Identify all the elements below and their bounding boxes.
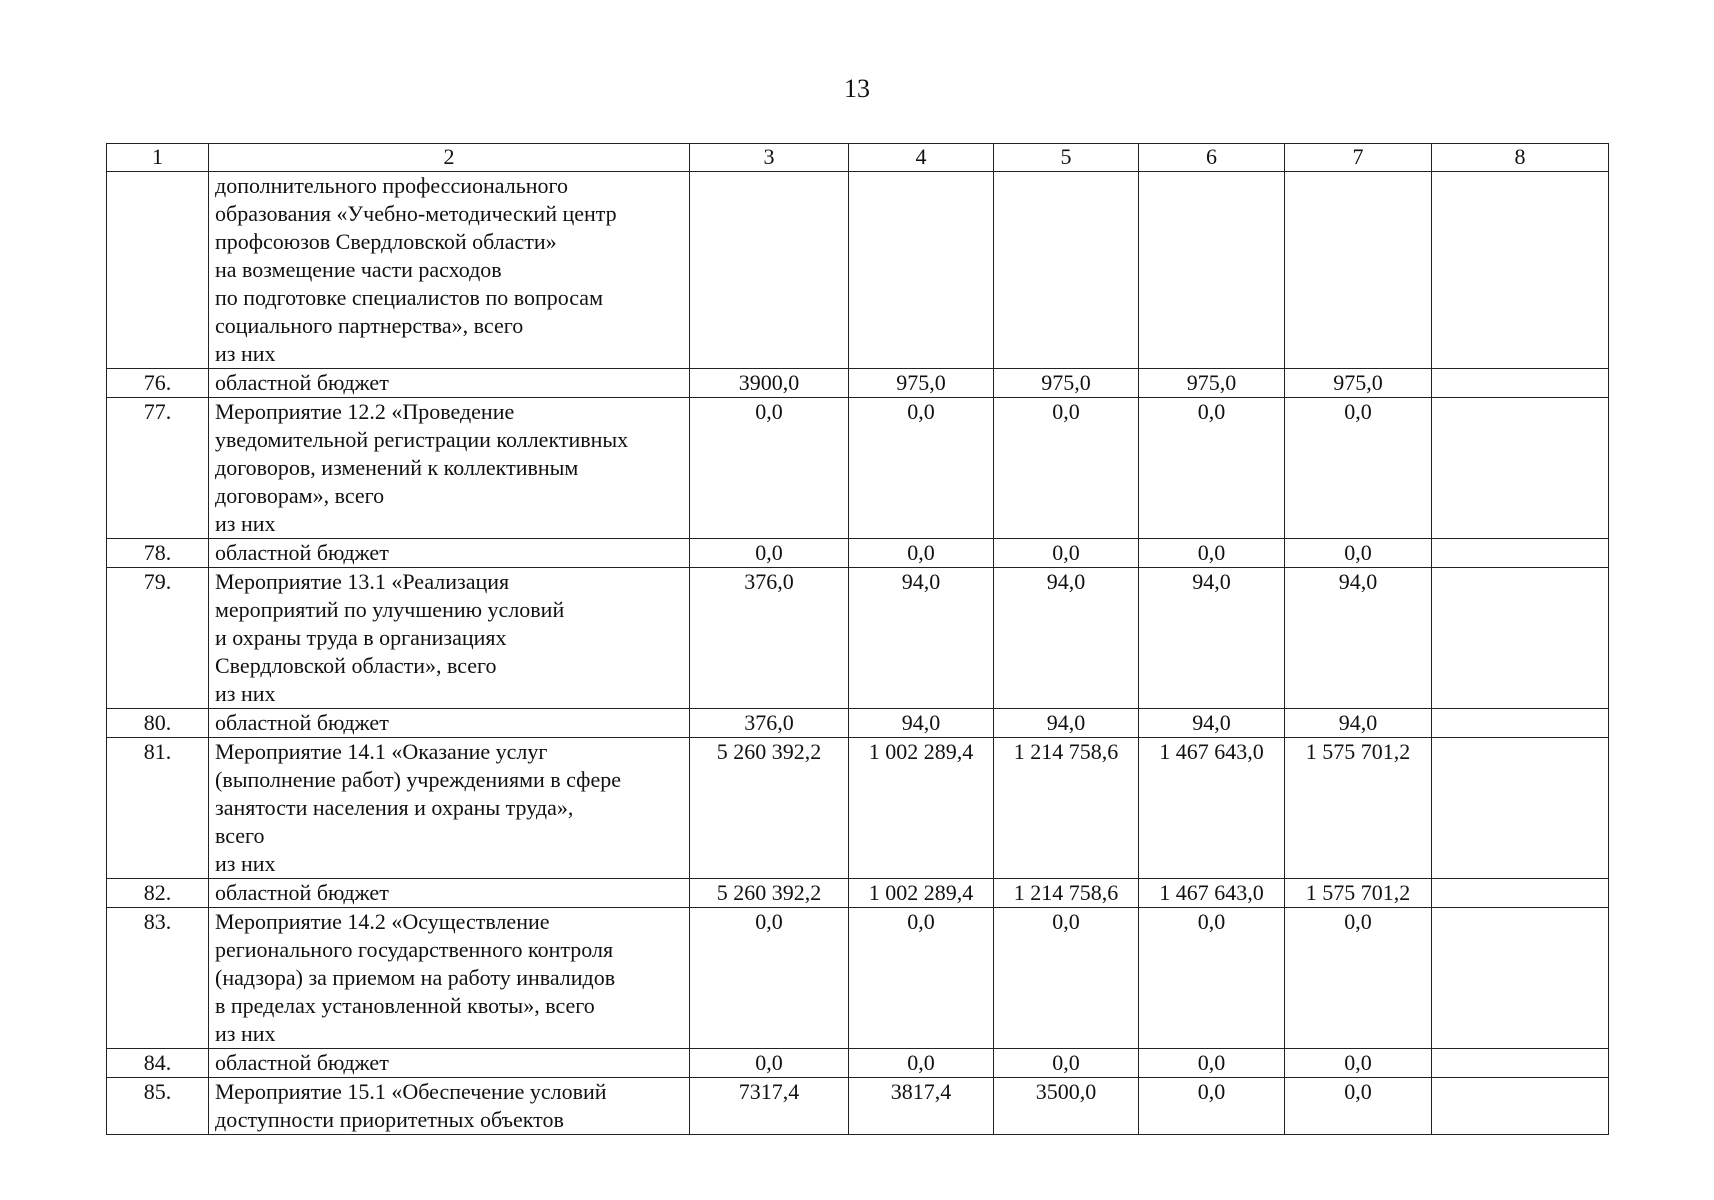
value-col-4: 0,0 [849, 908, 994, 1049]
value-col-5: 0,0 [994, 398, 1139, 539]
table-row [107, 568, 1609, 709]
value-col-7: 94,0 [1285, 568, 1432, 709]
value-col-6: 0,0 [1139, 539, 1285, 568]
row-description: областной бюджет [209, 369, 690, 398]
value-col-7: 94,0 [1285, 709, 1432, 738]
row-description: Мероприятие 12.2 «Проведение уведомительной регистрации коллективных договоров, изменений к коллективным договорам», всего из них [209, 398, 690, 539]
table-row [107, 398, 1609, 539]
row-number: 79. [107, 568, 209, 709]
value-col-4: 1 002 289,4 [849, 879, 994, 908]
value-col-3: 3900,0 [690, 369, 849, 398]
value-col-4 [849, 172, 994, 369]
row-number: 77. [107, 398, 209, 539]
value-col-8 [1432, 1078, 1609, 1135]
value-col-4: 94,0 [849, 709, 994, 738]
value-col-3 [690, 172, 849, 369]
value-col-4: 3817,4 [849, 1078, 994, 1135]
table-row [107, 738, 1609, 879]
table-row [107, 172, 1609, 369]
value-col-5: 975,0 [994, 369, 1139, 398]
value-col-8 [1432, 172, 1609, 369]
row-description: Мероприятие 14.2 «Осуществление регионального государственного контроля (надзора) за приемом на работу инвалидов в пределах установленной квоты», всего из них [209, 908, 690, 1049]
header-col-3: 3 [690, 144, 849, 172]
row-number: 76. [107, 369, 209, 398]
value-col-3: 376,0 [690, 709, 849, 738]
header-col-5: 5 [994, 144, 1139, 172]
row-number: 78. [107, 539, 209, 568]
value-col-5: 94,0 [994, 709, 1139, 738]
header-col-7: 7 [1285, 144, 1432, 172]
header-col-6: 6 [1139, 144, 1285, 172]
value-col-8 [1432, 1049, 1609, 1078]
value-col-5: 1 214 758,6 [994, 879, 1139, 908]
value-col-6: 94,0 [1139, 568, 1285, 709]
value-col-4: 94,0 [849, 568, 994, 709]
table-header [107, 144, 1609, 172]
table-row [107, 539, 1609, 568]
value-col-8 [1432, 568, 1609, 709]
row-number: 82. [107, 879, 209, 908]
row-description: областной бюджет [209, 879, 690, 908]
header-col-8: 8 [1432, 144, 1609, 172]
table-row [107, 1049, 1609, 1078]
value-col-3: 7317,4 [690, 1078, 849, 1135]
row-description: областной бюджет [209, 539, 690, 568]
row-description: Мероприятие 15.1 «Обеспечение условий доступности приоритетных объектов [209, 1078, 690, 1135]
value-col-3: 0,0 [690, 398, 849, 539]
header-col-4: 4 [849, 144, 994, 172]
value-col-4: 0,0 [849, 398, 994, 539]
value-col-6: 0,0 [1139, 908, 1285, 1049]
value-col-7 [1285, 172, 1432, 369]
value-col-3: 5 260 392,2 [690, 879, 849, 908]
value-col-8 [1432, 709, 1609, 738]
table-row [107, 1078, 1609, 1135]
value-col-5: 0,0 [994, 1049, 1139, 1078]
value-col-3: 5 260 392,2 [690, 738, 849, 879]
value-col-5: 1 214 758,6 [994, 738, 1139, 879]
value-col-8 [1432, 908, 1609, 1049]
value-col-3: 0,0 [690, 908, 849, 1049]
row-number: 80. [107, 709, 209, 738]
row-description: областной бюджет [209, 709, 690, 738]
value-col-8 [1432, 398, 1609, 539]
table-body [107, 172, 1609, 1135]
value-col-8 [1432, 539, 1609, 568]
value-col-6: 975,0 [1139, 369, 1285, 398]
value-col-4: 0,0 [849, 539, 994, 568]
value-col-4: 1 002 289,4 [849, 738, 994, 879]
value-col-5: 0,0 [994, 908, 1139, 1049]
value-col-3: 0,0 [690, 1049, 849, 1078]
value-col-6: 94,0 [1139, 709, 1285, 738]
table-row [107, 908, 1609, 1049]
row-description: дополнительного профессионального образования «Учебно-методический центр профсоюзов Свердловской области» на возмещение части расходов по подготовке специалистов по вопросам социального партнерства», всего из них [209, 172, 690, 369]
value-col-8 [1432, 879, 1609, 908]
row-number: 84. [107, 1049, 209, 1078]
value-col-3: 376,0 [690, 568, 849, 709]
value-col-6: 0,0 [1139, 1078, 1285, 1135]
row-number [107, 172, 209, 369]
header-col-1: 1 [107, 144, 209, 172]
header-row [107, 144, 1609, 172]
value-col-6: 1 467 643,0 [1139, 738, 1285, 879]
row-number: 85. [107, 1078, 209, 1135]
value-col-8 [1432, 738, 1609, 879]
budget-table [106, 143, 1609, 1135]
value-col-4: 0,0 [849, 1049, 994, 1078]
row-description: Мероприятие 14.1 «Оказание услуг (выполнение работ) учреждениями в сфере занятости населения и охраны труда», всего из них [209, 738, 690, 879]
value-col-7: 0,0 [1285, 908, 1432, 1049]
header-col-2: 2 [209, 144, 690, 172]
value-col-6: 0,0 [1139, 1049, 1285, 1078]
value-col-5 [994, 172, 1139, 369]
table-row [107, 369, 1609, 398]
value-col-5: 94,0 [994, 568, 1139, 709]
value-col-7: 1 575 701,2 [1285, 738, 1432, 879]
page-number: 13 [844, 74, 870, 103]
value-col-8 [1432, 369, 1609, 398]
row-number: 81. [107, 738, 209, 879]
value-col-4: 975,0 [849, 369, 994, 398]
value-col-5: 3500,0 [994, 1078, 1139, 1135]
value-col-5: 0,0 [994, 539, 1139, 568]
value-col-3: 0,0 [690, 539, 849, 568]
row-description: Мероприятие 13.1 «Реализация мероприятий по улучшению условий и охраны труда в организациях Свердловской области», всего из них [209, 568, 690, 709]
value-col-7: 0,0 [1285, 398, 1432, 539]
value-col-7: 1 575 701,2 [1285, 879, 1432, 908]
table-row [107, 879, 1609, 908]
value-col-7: 0,0 [1285, 1049, 1432, 1078]
value-col-7: 0,0 [1285, 1078, 1432, 1135]
value-col-6: 0,0 [1139, 398, 1285, 539]
value-col-6 [1139, 172, 1285, 369]
value-col-7: 975,0 [1285, 369, 1432, 398]
table-row [107, 709, 1609, 738]
value-col-6: 1 467 643,0 [1139, 879, 1285, 908]
row-description: областной бюджет [209, 1049, 690, 1078]
row-number: 83. [107, 908, 209, 1049]
value-col-7: 0,0 [1285, 539, 1432, 568]
